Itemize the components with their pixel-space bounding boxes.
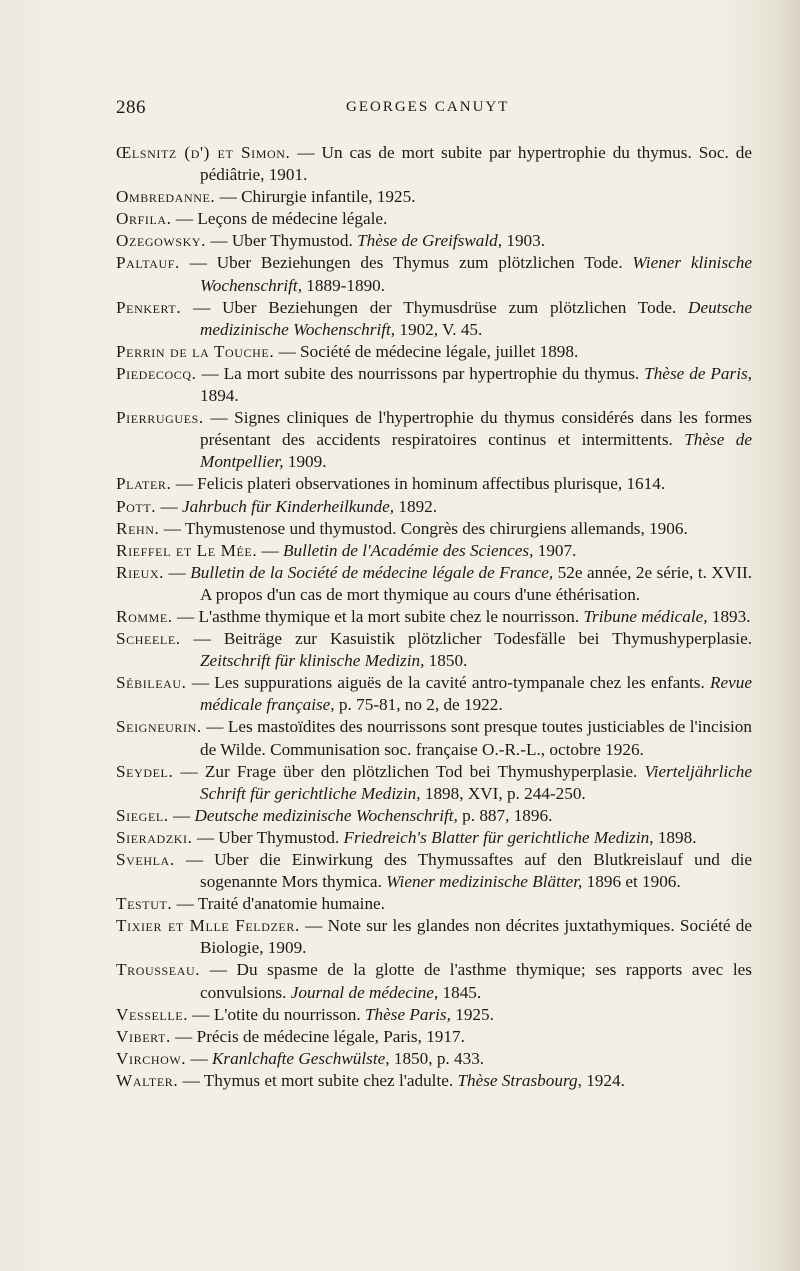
entry-italic-title: Revue médicale française, (200, 673, 752, 715)
entry-author: Scheele. (116, 629, 181, 649)
entry-italic-title: Zeitschrift für klinische Medizin, (200, 651, 425, 671)
entry-details: 1892. (394, 496, 438, 516)
bibliography-entry (116, 606, 752, 628)
entry-italic-title: Friedreich's Blatter für gerichtliche Medizin, (343, 827, 654, 847)
entry-author: Sieradzki. (116, 827, 193, 847)
entry-italic-title: Bulletin de l'Académie des Sciences, (283, 540, 534, 560)
bibliography-entry (116, 297, 752, 341)
bibliography-entry (116, 1070, 752, 1092)
entry-italic-title: Tribune médicale, (583, 606, 708, 626)
entry-details: 1898, XVI, p. 244-250. (420, 783, 586, 803)
bibliography-entry (116, 363, 752, 407)
entry-details: 1850, p. 433. (389, 1048, 485, 1068)
entry-author: Seydel. (116, 761, 174, 781)
entry-author: Siegel. (116, 805, 169, 825)
entry-author: Romme. (116, 606, 173, 626)
entry-details: 1902, V. 45. (395, 319, 483, 339)
entry-text: — Uber Beziehungen des Thymus zum plötzlichen Tode. (179, 253, 633, 273)
entry-details: 1845. (438, 982, 482, 1002)
entry-text: — Uber Beziehungen der Thymusdrüse zum plötzlichen Tode. (181, 297, 689, 317)
entry-author: Tixier et Mlle Feldzer. (116, 916, 300, 936)
entry-text: — Chirurgie infantile, 1925. (215, 187, 416, 207)
entry-text: — Zur Frage über den plötzlichen Tod bei Thymushyperplasie. (173, 761, 645, 781)
bibliography-entry (116, 827, 752, 849)
entry-italic-title: Thèse Strasbourg, (457, 1070, 582, 1090)
entry-italic-title: Thèse de Montpellier, (200, 430, 752, 472)
bibliography-entry (116, 1004, 752, 1026)
bibliography-entry (116, 186, 752, 208)
bibliography-entry (116, 849, 752, 893)
bibliography-entry (116, 562, 752, 606)
entry-text: — Leçons de médecine légale. (171, 209, 388, 229)
bibliography-entry (116, 341, 752, 363)
bibliography-entry (116, 893, 752, 915)
entry-author: Vibert. (116, 1026, 171, 1046)
bibliography-entry (116, 672, 752, 716)
entry-author: Ozegowsky. (116, 231, 207, 251)
entry-author: Paltauf. (116, 253, 180, 273)
bibliography-entry (116, 761, 752, 805)
entry-author: Orfila. (116, 209, 172, 229)
entry-author: Walter. (116, 1070, 179, 1090)
entry-text: — (257, 540, 283, 560)
entry-text: — Uber Thymustod. (192, 827, 344, 847)
entry-text: — Felicis plateri observationes in hominum affectibus plurisque, 1614. (171, 474, 666, 494)
entry-author: Seigneurin. (116, 717, 202, 737)
entry-text: — La mort subite des nourrissons par hypertrophie du thymus. (196, 363, 645, 383)
entry-author: Trousseau. (116, 960, 201, 980)
bibliography-entry (116, 208, 752, 230)
bibliography-entry (116, 540, 752, 562)
bibliography-entry (116, 959, 752, 1003)
entry-author: Pierrugues. (116, 408, 204, 428)
entry-details: 1903. (502, 231, 546, 251)
entry-details: 1907. (533, 540, 577, 560)
entry-details: 1909. (283, 452, 327, 472)
entry-author: Rieffel et Le Mée. (116, 540, 258, 560)
entry-details: 1896 et 1906. (582, 872, 681, 892)
entry-text: — Société de médecine légale, juillet 1898. (274, 341, 579, 361)
entry-text: — Uber Thymustod. (206, 231, 358, 251)
bibliography-entry (116, 518, 752, 540)
entry-details: 1894. (200, 386, 239, 406)
entry-text: — Note sur les glandes non décrites juxtathymiques. Société de Biologie, 1909. (200, 916, 752, 958)
bibliography-entry (116, 1026, 752, 1048)
entry-author: Piedecocq. (116, 363, 197, 383)
entry-author: Rehn. (116, 518, 160, 538)
entry-details: 1925. (450, 1004, 494, 1024)
entry-author: Rieux. (116, 562, 165, 582)
entry-text: — L'asthme thymique et la mort subite chez le nourrisson. (172, 606, 584, 626)
entry-text: — L'otite du nourrisson. (188, 1004, 365, 1024)
entry-details: 1924. (581, 1070, 625, 1090)
entry-italic-title: Deutsche medizinische Wochenschrift, (194, 805, 458, 825)
entry-italic-title: Journal de médecine, (290, 982, 439, 1002)
entry-text: — Uber die Einwirkung des Thymussaftes auf den Blutkreislauf und die sogenannte Mors thymica. (174, 850, 752, 892)
entry-details: 1898. (653, 827, 697, 847)
entry-text: — (168, 805, 195, 825)
entry-details: 1850. (424, 651, 468, 671)
entry-italic-title: Vierteljährliche Schrift für gerichtliche Medizin, (200, 761, 752, 803)
entry-text: — Thymustenose und thymustod. Congrès des chirurgiens allemands, 1906. (159, 518, 688, 538)
entry-text: — Les mastoïdites des nourrissons sont presque toutes justiciables de l'incision de Wilde. Communisation soc. française O.-R.-L., octobre 1926. (200, 717, 752, 759)
entry-text: — (164, 562, 191, 582)
entry-text: — Traité d'anatomie humaine. (172, 894, 385, 914)
page-number: 286 (116, 97, 146, 118)
entry-details: 1893. (707, 606, 751, 626)
entry-author: Virchow. (116, 1048, 187, 1068)
entry-details: p. 887, 1896. (457, 805, 553, 825)
entry-italic-title: Thèse de Paris, (644, 363, 752, 383)
bibliography-entry (116, 628, 752, 672)
entry-text: — (156, 496, 182, 516)
entry-details: p. 75-81, no 2, de 1922. (334, 695, 503, 715)
entry-details: 52e année, 2e série, t. XVII. A propos d'un cas de mort thymique au cours d'une éthérisation. (200, 562, 752, 604)
bibliography-entry (116, 915, 752, 959)
entry-author: Perrin de la Touche. (116, 341, 275, 361)
running-title: GEORGES CANUYT (346, 99, 510, 115)
entry-italic-title: Wiener klinische Wochenschrift, (200, 253, 752, 295)
bibliography-entry (116, 716, 752, 760)
entry-text: — Beiträge zur Kasuistik plötzlicher Todesfälle bei Thymushyperplasie. (180, 629, 752, 649)
bibliography-entry (116, 230, 752, 252)
bibliography-entry (116, 473, 752, 495)
entry-italic-title: Thèse Paris, (364, 1004, 451, 1024)
entry-italic-title: Thèse de Greifswald, (357, 231, 503, 251)
bibliography-entry (116, 496, 752, 518)
bibliography-entry (116, 805, 752, 827)
entry-text: — (186, 1048, 212, 1068)
bibliography-entry (116, 1048, 752, 1070)
entry-text: — Les suppurations aiguës de la cavité antro-tympanale chez les enfants. (186, 673, 711, 693)
bibliography-entry (116, 407, 752, 473)
entry-text: — Précis de médecine légale, Paris, 1917. (170, 1026, 465, 1046)
bibliography-entry (116, 142, 752, 186)
entry-author: Pott. (116, 496, 157, 516)
entry-author: Ombredanne. (116, 187, 216, 207)
entry-author: Svehla. (116, 850, 175, 869)
entry-author: Œlsnitz (d') et Simon. (116, 143, 291, 162)
entry-text: — Thymus et mort subite chez l'adulte. (178, 1070, 458, 1090)
entry-text: — Du spasme de la glotte de l'asthme thymique; ses rapports avec les convulsions. (200, 960, 752, 1002)
bibliography-entry (116, 252, 752, 296)
entry-text: — Signes cliniques de l'hypertrophie du thymus considérés dans les formes présentant des accidents respiratoires continus et intermittents. (200, 408, 752, 450)
running-head (116, 97, 736, 121)
entry-italic-title: Deutsche medizinische Wochenschrift, (200, 297, 752, 339)
bibliography-list (116, 142, 752, 1092)
entry-italic-title: Bulletin de la Société de médecine légale de France, (190, 562, 554, 582)
entry-author: Sébileau. (116, 673, 187, 693)
entry-author: Testut. (116, 894, 173, 914)
entry-details: 1889-1890. (302, 275, 386, 295)
entry-italic-title: Wiener medizinische Blätter, (386, 872, 583, 892)
entry-text: — Un cas de mort subite par hypertrophie du thymus. Soc. de pédiâtrie, 1901. (200, 143, 752, 185)
entry-author: Vesselle. (116, 1004, 189, 1024)
entry-author: Plater. (116, 474, 172, 494)
entry-italic-title: Jahrbuch für Kinderheilkunde, (181, 496, 395, 516)
entry-italic-title: Kranlchafte Geschwülste, (211, 1048, 390, 1068)
entry-author: Penkert. (116, 297, 182, 317)
